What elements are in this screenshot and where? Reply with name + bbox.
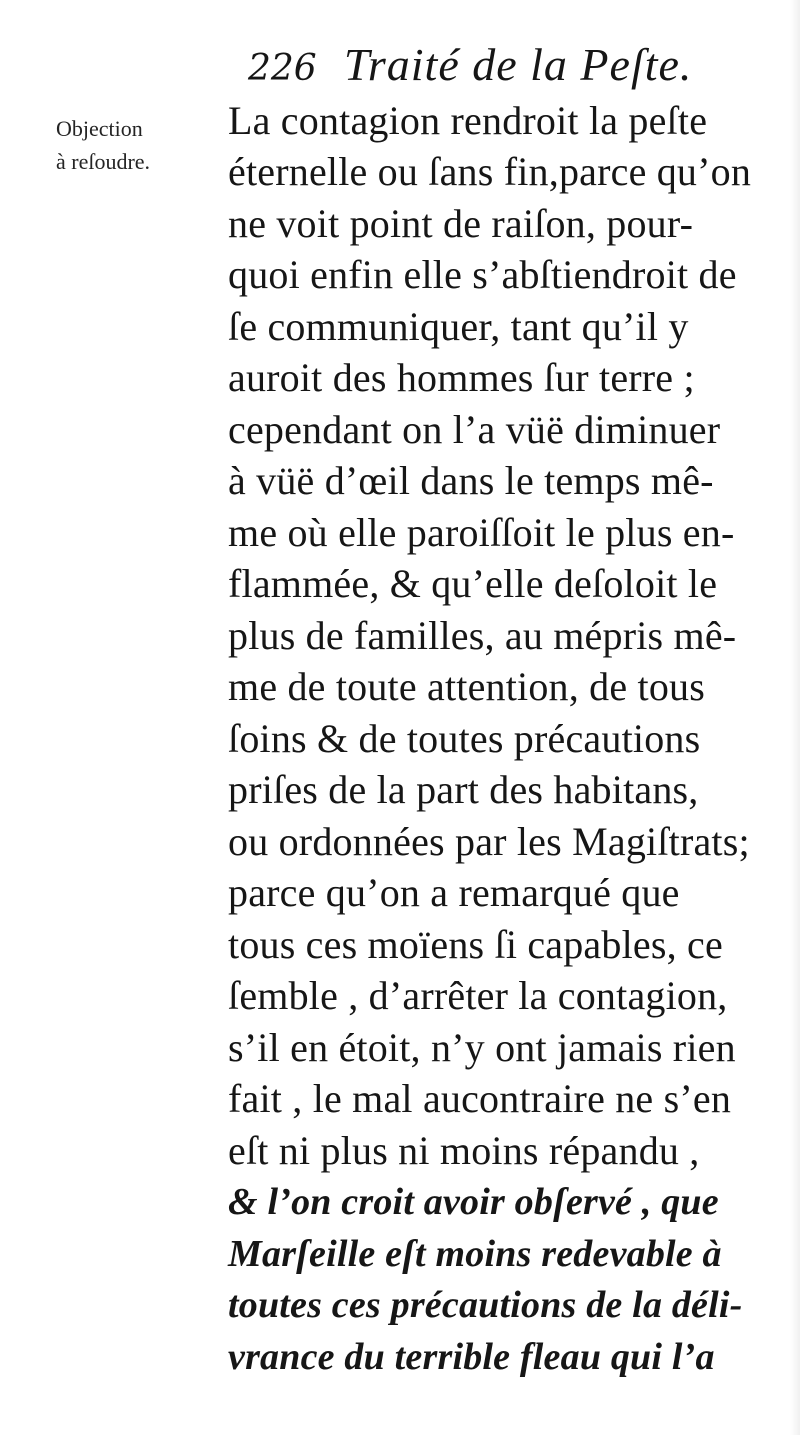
text-line: ſe communiquer, tant qu’il y — [228, 304, 689, 349]
margin-note-line: Objection — [56, 116, 143, 141]
text-line: flammée, & qu’elle deſoloit le — [228, 561, 718, 606]
italic-text-line: & l’on croit avoir obſervé , que — [228, 1181, 719, 1223]
page-number: 226 — [248, 48, 317, 89]
text-line: ne voit point de raiſon, pour- — [228, 201, 694, 246]
text-line: cependant on l’a vüë diminuer — [228, 407, 721, 452]
text-line: s’il en étoit, n’y ont jamais rien — [228, 1025, 736, 1070]
margin-note-line: à reſoudre. — [56, 149, 151, 174]
italic-text-line: Marſeille eſt moins redevable à — [228, 1233, 722, 1275]
text-line: éternelle ou ſans fin,parce qu’on — [228, 149, 752, 194]
italic-text-line: vrance du terrible fleau qui l’a — [228, 1336, 715, 1378]
text-line: priſes de la part des habitans, — [228, 767, 699, 812]
text-line: eſt ni plus ni moins répandu , — [228, 1128, 700, 1173]
text-line: ſemble , d’arrêter la contagion, — [228, 973, 728, 1018]
text-line: ou ordonnées par les Magiſtrats; — [228, 819, 750, 864]
text-line: auroit des hommes ſur terre ; — [228, 355, 695, 400]
text-line: fait , le mal aucontraire ne s’en — [228, 1076, 732, 1121]
text-line: me de toute attention, de tous — [228, 664, 705, 709]
margin-note — [56, 112, 201, 178]
text-line: ſoins & de toutes précautions — [228, 716, 701, 761]
running-head — [248, 38, 768, 98]
text-line: tous ces moïens ſi capables, ce — [228, 922, 723, 967]
italic-text-line: toutes ces précautions de la déli- — [228, 1284, 743, 1326]
text-line: La contagion rendroit la peſte — [228, 98, 708, 143]
page-edge-shadow — [790, 0, 800, 1435]
text-line: quoi enfin elle s’abſtiendroit de — [228, 252, 737, 297]
text-line: me où elle paroiſſoit le plus en- — [228, 510, 735, 555]
running-title: Traité de la Peſte. — [343, 39, 693, 90]
text-line: plus de familles, au mépris mê- — [228, 613, 737, 658]
text-line: à vüë d’œil dans le temps mê- — [228, 458, 714, 503]
text-line: parce qu’on a remarqué que — [228, 870, 680, 915]
